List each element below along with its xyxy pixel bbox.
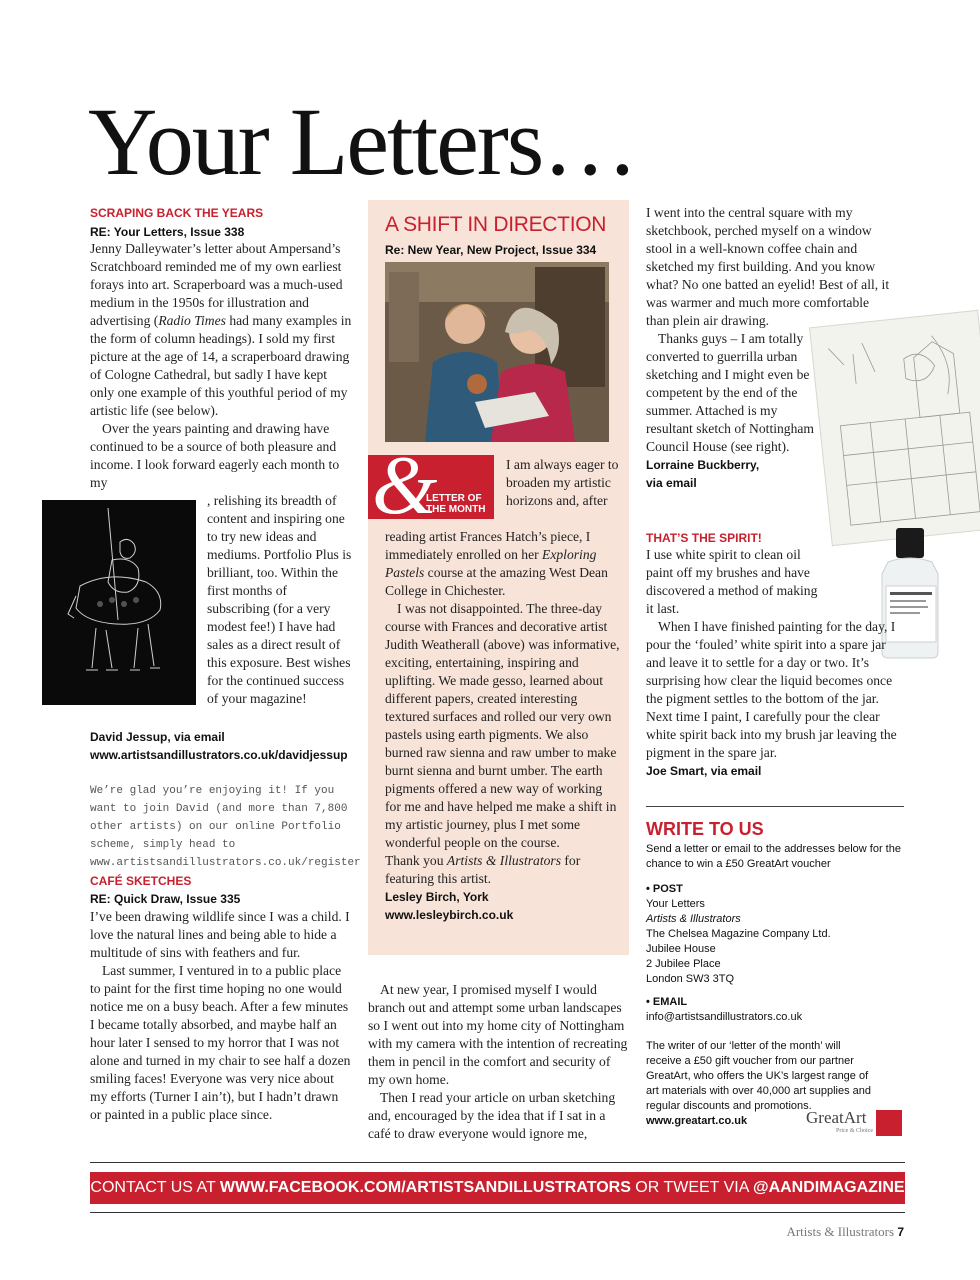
artists-photo-drawing [385, 262, 609, 442]
featured-reference: Re: New Year, New Project, Issue 334 [385, 243, 597, 257]
letter-body-scraping-cont [207, 492, 353, 708]
letter-body [90, 908, 352, 1124]
letter-white-spirit [646, 546, 902, 780]
letter-text: When I have finished painting for the day, I pour the ‘fouled’ white spirit into a spare jar and leave it to settle for a day or two. It’s surprising how clear the liquid becomes once the pigment settles to the bottom of the jar. Next time I paint, I carefully pour the clear white spirit back into my brush jar leaving the pigment in the spare jar. [646, 619, 897, 760]
letter-kicker: SCRAPING BACK THE YEARS [90, 206, 264, 220]
signature-name: Lesley Birch, York [385, 890, 489, 904]
post-label: • POST [646, 883, 683, 895]
letter-nottingham-start [368, 981, 630, 1143]
featured-headline: A SHIFT IN DIRECTION [385, 213, 607, 236]
contact-bar [90, 1172, 905, 1204]
letter-text: I went into the central square with my sketchbook, perched myself on a window stool in a well-known coffee chain and sketched my first building. And you know what? No one batted an eyelid! Best of all, it was warmer and much more comfortable than plein air drawing. [646, 205, 890, 328]
signature-link[interactable]: www.artistsandillustrators.co.uk/davidjessup [90, 748, 348, 762]
course-name: Exploring Pastels [385, 547, 597, 580]
post-address-line: Your Letters [646, 898, 705, 910]
write-intro: Send a letter or email to the addresses below for the chance to win a £50 GreatArt voucher [646, 843, 901, 870]
email-address[interactable]: info@artistsandillustrators.co.uk [646, 1011, 803, 1023]
page-footer [786, 1224, 904, 1240]
post-address-line: 2 Jubilee Place [646, 958, 721, 970]
greatart-logo-text: GreatArt [806, 1108, 867, 1127]
letter-kicker: THAT’S THE SPIRIT! [646, 531, 762, 545]
editor-note: We’re glad you’re enjoying it! If you want to join David (and more than 7,800 other artists) on our online Portfolio scheme, simply head to www.artistsandillustrators.co.uk/register [90, 785, 361, 869]
post-address-line: Jubilee House [646, 943, 716, 955]
letter-nottingham-end [646, 330, 826, 492]
publication-name: Radio Times [158, 313, 226, 328]
email-label: • EMAIL [646, 996, 688, 1008]
letter-cafe-sketches [90, 873, 352, 1124]
sketch-drawing [810, 311, 980, 548]
letter-text: , relishing its breadth of content and inspiring one to try new ideas and mediums. Portfolio Plus is brilliant, too. Within the first months of subscribing (for a very modest fee!) I have had sales as a direct result of this exposure. Best wishes for the continued success of your magazine! [207, 493, 352, 706]
publication-name: Artists & Illustrators [446, 853, 561, 868]
letter-text: Last summer, I ventured in to a public place to paint for the first time hoping no one would notice me on a busy beach. After a few minutes I became totally absorbed, and maybe half an hour later I sensed to my horror that I was not alone and turned in my chair to see half a dozen smiling faces! Everyone was very nice about my efforts (Turner I ain’t), but I hadn’t drawn or painted in a public place since. [90, 963, 351, 1122]
greatart-logo-mark [876, 1110, 902, 1136]
signature-name: Lorraine Buckberry, [646, 458, 760, 472]
write-headline: WRITE TO US [646, 819, 764, 839]
badge-label: LETTER OF THE MONTH [426, 493, 486, 515]
featured-body-top [506, 456, 624, 510]
letter-reference: RE: Quick Draw, Issue 335 [90, 892, 241, 906]
signature-name: David Jessup, via email [90, 730, 225, 744]
contact-text: CONTACT US AT [90, 1179, 220, 1196]
letter-text: Jenny Dalleywater’s letter about Ampersand’s Scratchboard reminded me of my own earliest forays into art. Scraperboard was a much-used medium in the 1950s for illustration and advertising ( [90, 241, 343, 328]
page-number: 7 [897, 1225, 904, 1239]
signature-email: via email [646, 476, 697, 490]
letter-text: Then I read your article on urban sketching and, encouraged by the idea that if I sat in a café to draw everyone would ignore me, [368, 1090, 616, 1141]
featured-header [385, 212, 625, 259]
letter-text: At new year, I promised myself I would branch out and attempt some urban landscapes so I went out into my home city of Nottingham with my camera with the intention of recreating them in pencil in the comfort and security of my own home. [368, 982, 628, 1087]
greatart-logo-sub: Price & Choice [836, 1128, 873, 1134]
letter-nottingham-cont [646, 204, 894, 330]
page-title: Your Letters… [88, 88, 637, 195]
letter-reference: RE: Your Letters, Issue 338 [90, 225, 245, 239]
twitter-handle[interactable]: @AANDIMAGAZINE [752, 1179, 905, 1196]
signature-link[interactable]: www.lesleybirch.co.uk [385, 908, 514, 922]
letter-text: I was not disappointed. The three-day course with Frances and decorative artist Judith Weatherall (above) was informative, exciting, entertaining, inspiring and uplifting. We made gesso, learned about different papers, created interesting textured surfaces and rolled our very own pastels using earth pigments. We also burned raw sienna and raw umber to make burnt sienna and burnt umber. The earth pigments offered a new way of working for me and have helped me make a shift in my artistic journey, plus I met some wonderful people on the course. [385, 601, 620, 850]
knight-scraperboard-image [42, 500, 196, 705]
letter-text: had many examples in the form of column headings). I sold my first picture at the age of 14, a scraperboard drawing of Cologne Cathedral, but sadly I have kept only one example of this youthful period of my artistic life (see below). [90, 313, 352, 418]
council-house-sketch [809, 310, 980, 547]
footer-magazine: Artists & Illustrators [786, 1224, 895, 1239]
letter-text: reading artist Frances Hatch’s piece, I immediately enrolled on her [385, 529, 591, 562]
letter-text: Over the years painting and drawing have continued to be a source of both pleasure and income. I look forward eagerly each month to my [90, 421, 340, 490]
divider [90, 1162, 905, 1163]
post-address-line: Artists & Illustrators [646, 913, 741, 925]
letter-signature [90, 728, 360, 764]
letter-of-the-month-badge [368, 439, 494, 532]
letter-text: Thanks guys – I am totally converted to guerrilla urban sketching and I might even be competent by the end of the summer. Attached is my resultant sketch of Nottingham Council House (see right). [646, 331, 814, 454]
divider [646, 806, 904, 807]
letter-kicker: CAFÉ SKETCHES [90, 874, 192, 888]
prize-text: The writer of our ‘letter of the month’ will receive a £50 gift voucher from our partner GreatArt, who offers the UK’s largest range of art materials with over 40,000 art supplies and regular discounts and promotions. [646, 1040, 872, 1112]
artists-photo [385, 262, 609, 442]
divider [90, 1212, 905, 1213]
letter-text: Thank you [385, 853, 447, 868]
write-to-us-box [646, 818, 904, 1129]
letter-text: I use white spirit to clean oil paint off my brushes and have discovered a method of making it last. [646, 547, 818, 616]
ampersand-logo: & [372, 439, 438, 532]
greatart-logo [806, 1108, 906, 1138]
featured-body [385, 528, 621, 924]
letter-text: I’ve been drawing wildlife since I was a child. I love the natural lines and being able to hide a multitude of sins with feathers and fur. [90, 909, 350, 960]
letter-text: course at the amazing West Dean College in Chichester. [385, 565, 608, 598]
letter-body-scraping [90, 240, 352, 492]
signature-name: Joe Smart, via email [646, 764, 762, 778]
letter-text: I am always eager to broaden my artistic horizons and, after [506, 457, 619, 508]
letter-text: for featuring this artist. [385, 853, 581, 886]
contact-text: OR TWEET VIA [630, 1179, 753, 1196]
greatart-link[interactable]: www.greatart.co.uk [646, 1115, 748, 1127]
facebook-link[interactable]: WWW.FACEBOOK.COM/ARTISTSANDILLUSTRATORS [219, 1179, 631, 1196]
post-address-line: The Chelsea Magazine Company Ltd. [646, 928, 831, 940]
knight-drawing [42, 500, 196, 705]
post-address-line: London SW3 3TQ [646, 973, 735, 985]
